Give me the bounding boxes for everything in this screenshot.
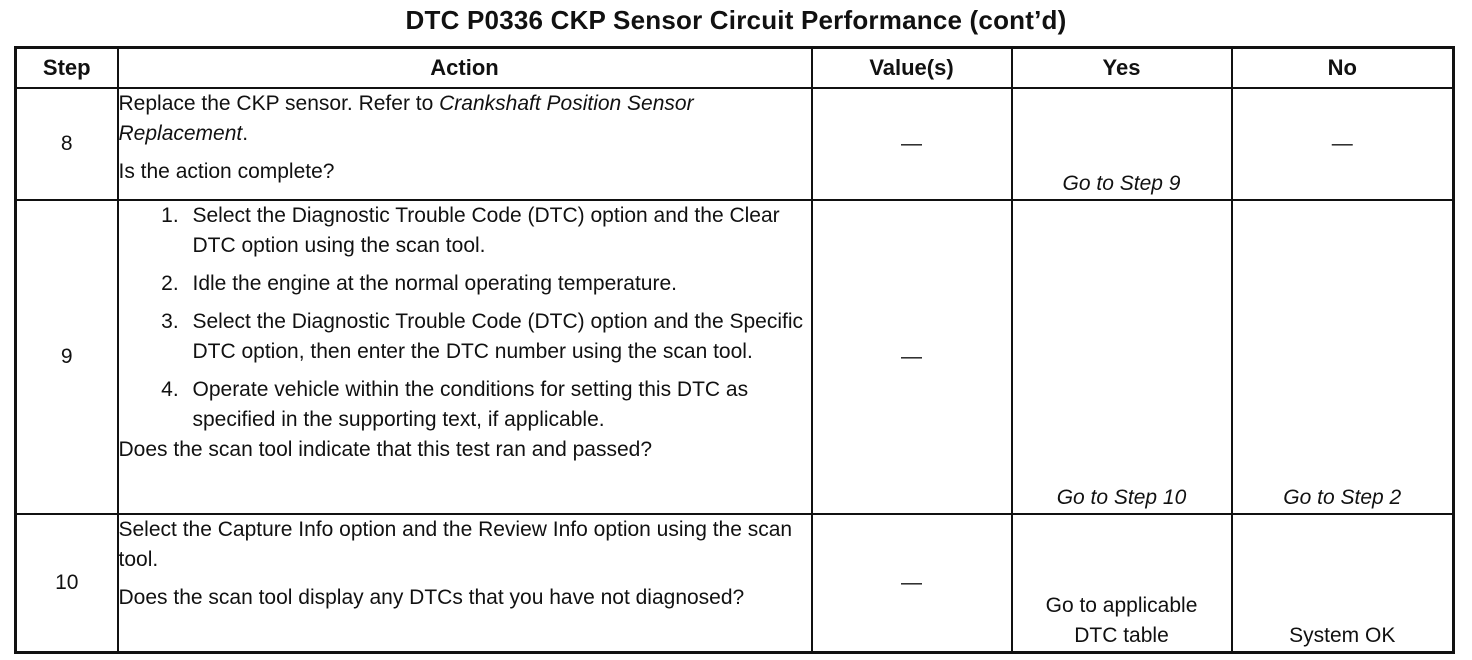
step-number: 8 (16, 88, 118, 200)
action-question: Does the scan tool indicate that this test ran and passed? (118, 438, 653, 461)
list-item: 4. Operate vehicle within the conditions for setting this DTC as specified in the supporting text, if applicable. (185, 375, 811, 435)
action-cell (118, 514, 812, 652)
action-text-end: . (242, 122, 249, 145)
value-cell: — (812, 88, 1012, 200)
procedure-list (119, 201, 811, 435)
reference-link-text: Crankshaft Position Sensor Replacement (118, 92, 694, 145)
action-question: Does the scan tool display any DTCs that you have not diagnosed? (118, 586, 745, 609)
list-item: 3. Select the Diagnostic Trouble Code (DTC) option and the Specific DTC option, then enter the DTC number using the scan tool. (185, 307, 811, 367)
table-row (16, 514, 1454, 652)
table-row (16, 200, 1454, 514)
yes-result: Go to applicable DTC table (1012, 514, 1232, 652)
header-step: Step (16, 48, 118, 89)
table-row (16, 88, 1454, 200)
step-number: 9 (16, 200, 118, 514)
page-title: DTC P0336 CKP Sensor Circuit Performance (cont’d) (405, 5, 1067, 35)
diagnostic-table (14, 46, 1455, 654)
action-cell (118, 200, 812, 514)
yes-result: Go to Step 10 (1012, 200, 1232, 514)
header-values: Value(s) (812, 48, 1012, 89)
no-result: Go to Step 2 (1232, 200, 1454, 514)
value-cell: — (812, 514, 1012, 652)
yes-result: Go to Step 9 (1012, 88, 1232, 200)
header-no: No (1232, 48, 1454, 89)
value-cell: — (812, 200, 1012, 514)
action-question: Is the action complete? (118, 160, 335, 183)
list-item: 2. Idle the engine at the normal operating temperature. (185, 269, 811, 299)
action-text: Select the Capture Info option and the Review Info option using the scan tool. (118, 518, 793, 571)
action-text (119, 92, 694, 145)
list-item: 1. Select the Diagnostic Trouble Code (DTC) option and the Clear DTC option using the scan tool. (185, 201, 811, 261)
table-header-row (16, 48, 1454, 89)
no-result: — (1232, 88, 1454, 200)
action-text-intro: Replace the CKP sensor. Refer to (118, 92, 440, 115)
no-result: System OK (1232, 514, 1454, 652)
action-cell (118, 88, 812, 200)
header-yes: Yes (1012, 48, 1232, 89)
step-number: 10 (16, 514, 118, 652)
header-action: Action (118, 48, 812, 89)
